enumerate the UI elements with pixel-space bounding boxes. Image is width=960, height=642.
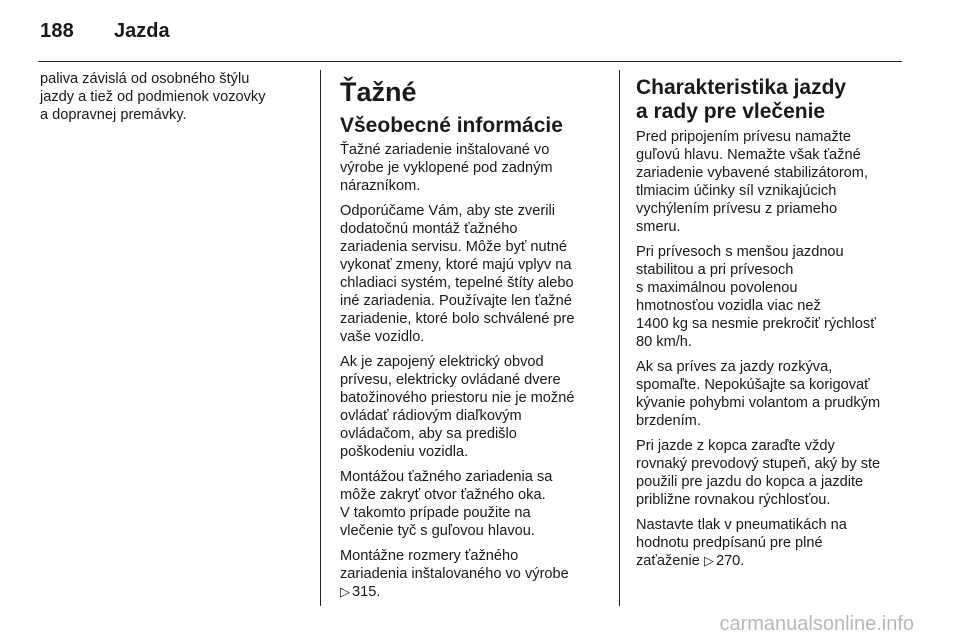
paragraph: Ťažné zariadenie inštalované vo výrobe je vyklopené pod zadným nárazníkom.: [340, 142, 553, 194]
paragraph: Pred pripojením prívesu namažte guľovú hlavu. Nemažte však ťažné zariadenie vybavené stabilizátorom, tlmiacim účinky síl vznikajúcich vychýlením prívesu z priameho smeru.: [636, 129, 869, 235]
section-title: Jazda: [113, 20, 170, 42]
paragraph-text: Montážne rozmery ťažného zariadenia inštalovaného vo výrobe: [340, 548, 569, 582]
paragraph: Ak sa príves za jazdy rozkýva, spomaľte. Nepokúšajte sa korigovať kývanie pohybmi volantom a prudkým brzdením.: [636, 359, 881, 429]
column-2: [340, 70, 602, 608]
column-1: [40, 70, 302, 131]
column-divider: [320, 70, 321, 606]
paragraph-text: Nastavte tlak v pneumatikách na hodnotu predpísanú pre plné zaťaženie: [636, 517, 847, 569]
watermark: carmanualsonline.info: [719, 613, 914, 635]
column-divider: [619, 70, 620, 606]
header-rule: [38, 61, 902, 62]
reference-arrow-icon: ▷: [340, 584, 350, 599]
paragraph-with-reference: [636, 516, 904, 570]
page-reference-link[interactable]: 315.: [352, 584, 381, 600]
page-header: [40, 20, 170, 46]
paragraph: Pri prívesoch s menšou jazdnou stabilitou a pri prívesoch s maximálnou povolenou hmotnosťou vozidla viac než 1400 kg sa nesmie prekročiť rýchlosť 80 km/h.: [636, 244, 876, 350]
paragraph: paliva závislá od osobného štýlu jazdy a tiež od podmienok vozovky a dopravnej premávky.: [40, 71, 266, 123]
paragraph: Montážou ťažného zariadenia sa môže zakryť otvor ťažného oka. V takomto prípade použite na vlečenie tyč s guľovou hlavou.: [340, 469, 553, 539]
column-3: [636, 70, 904, 577]
chapter-title: Ťažné: [340, 77, 417, 107]
page-number: 188: [40, 20, 74, 42]
paragraph: Odporúčame Vám, aby ste zverili dodatočnú montáž ťažného zariadenia servisu. Môže byť nutné vykonať zmeny, ktoré majú vplyv na chladiaci systém, tepelné štíty alebo iné zariadenia. Používajte len ťažné zariadenie, ktoré bolo schválené pre vaše vozidlo.: [340, 203, 575, 345]
reference-arrow-icon: ▷: [703, 553, 714, 568]
page-reference-link[interactable]: 270.: [715, 553, 745, 569]
paragraph: Ak je zapojený elektrický obvod prívesu, elektricky ovládané dvere batožinového priestoru nie je možné ovládať rádiovým diaľkovým ovládačom, aby sa predišlo poškodeniu vozidla.: [340, 354, 575, 460]
paragraph-with-reference: [340, 547, 602, 601]
subsection-title: Všeobecné informácie: [340, 114, 563, 137]
section-heading: Charakteristika jazdy a rady pre vlečenie: [636, 76, 847, 123]
paragraph: Pri jazde z kopca zaraďte vždy rovnaký prevodový stupeň, aký by ste použili pre jazdu do kopca a jazdite približne rovnakou rýchlosťou.: [636, 438, 881, 508]
